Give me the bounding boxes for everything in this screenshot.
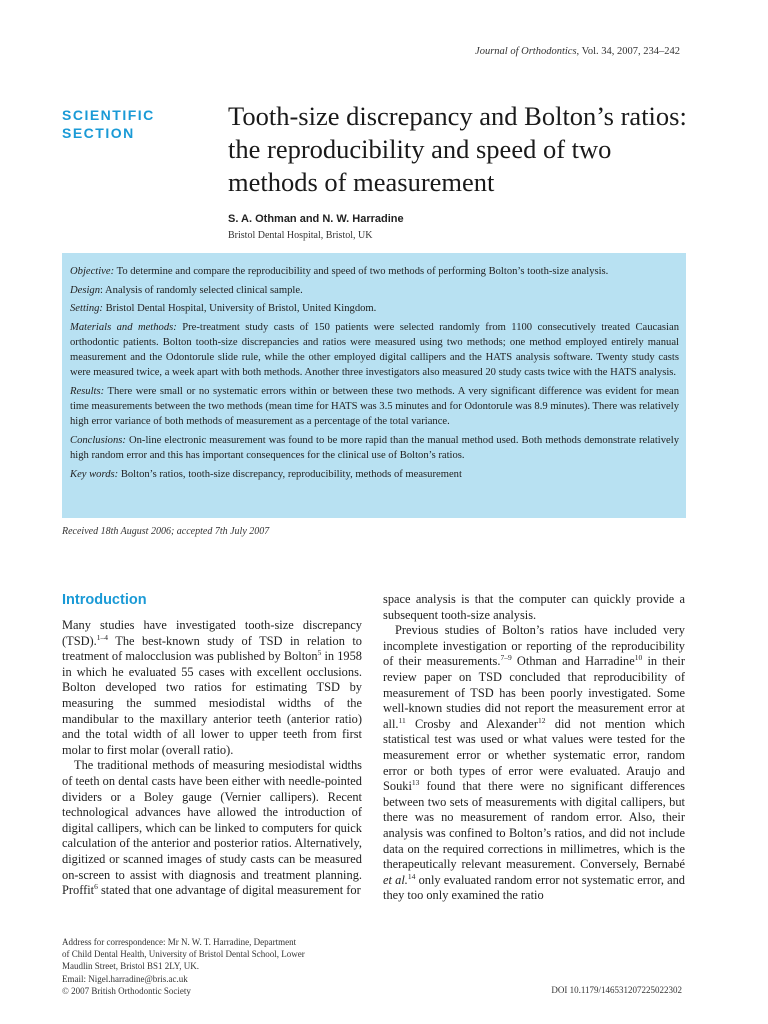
body-column-right	[383, 592, 685, 904]
paragraph	[383, 592, 685, 623]
authors: S. A. Othman and N. W. Harradine	[228, 213, 404, 225]
abstract-box	[62, 253, 686, 518]
journal-header	[475, 46, 680, 57]
text-run: Many studies have investigated tooth-size discrepancy (TSD).	[62, 618, 362, 648]
text-run: et al.	[383, 872, 408, 887]
abstract-conclusions	[70, 433, 679, 463]
abstract-setting	[70, 301, 679, 316]
footnote-email: Email: Nigel.harradine@bris.ac.uk	[62, 973, 188, 984]
text-run: The traditional methods of measuring mesiodistal widths of teeth on dental casts have been either with needle-pointed dividers or a Boley gauge (Vernier callipers). Recent technological advances have allowed the introduction of digital callipers, which can be linked to computers for quick calculation of the anterior and posterior ratios. Alternatively, digitized or scanned images of study casts can be measured on-screen to assist with diagnosis and treatment planning. Proffit	[62, 758, 362, 898]
abstract-text: To determine and compare the reproducibility and speed of two methods of performing Bolton’s tooth-size analysis.	[114, 266, 609, 277]
citation: 11	[398, 715, 406, 725]
text-run: in 1958 in which he evaluated 55 cases with excellent occlusions. Bolton developed two ratios for estimating TSD by measuring the summed mesiodistal widths of the mandibular to the maxillary anterior teeth (anterior ratio) and the total width of all lower to upper teeth from first molar to first molar (overall ratio).	[62, 649, 362, 757]
citation: 7–9	[500, 653, 512, 663]
text-run: Crosby and Alexander	[405, 716, 539, 731]
abstract-text: : Analysis of randomly selected clinical sample.	[100, 284, 303, 296]
abstract-results	[70, 384, 679, 430]
abstract-text: Bristol Dental Hospital, University of Bristol, United Kingdom.	[102, 303, 377, 315]
abstract-text: Bolton’s ratios, tooth-size discrepancy, reproducibility, methods of measurement	[118, 468, 462, 480]
text-run: space analysis is that the computer can quickly provide a subsequent tooth-size analysis.	[383, 592, 685, 622]
correspondence-footnote	[62, 936, 372, 997]
footnote-line: Address for correspondence: Mr N. W. T. Harradine, Department	[62, 937, 297, 947]
footnote-line: of Child Dental Health, University of Bristol Dental School, Lower	[62, 949, 305, 960]
abstract-label: Objective:	[70, 266, 115, 277]
abstract-label: Key words:	[70, 468, 119, 480]
citation: 10	[634, 653, 643, 663]
journal-name: Journal of Orthodontics	[475, 46, 577, 57]
abstract-design	[70, 283, 679, 298]
citation: 13	[411, 778, 420, 787]
abstract-label: Design	[70, 284, 101, 296]
paragraph	[62, 618, 362, 758]
affiliation: Bristol Dental Hospital, Bristol, UK	[228, 230, 373, 241]
citation: 14	[407, 871, 416, 881]
introduction-heading: Introduction	[62, 592, 147, 608]
citation: 12	[538, 715, 546, 725]
body-column-left	[62, 618, 362, 899]
abstract-content	[70, 264, 679, 485]
text-run: in their review paper on TSD concluded that reproducibility of measurement of TSD has been poorly investigated. Some well-known studies did not report the measurement error at all.	[383, 654, 686, 731]
paragraph	[383, 623, 685, 904]
citation: 6	[94, 881, 98, 891]
text-run: stated that one advantage of digital measurement for	[97, 883, 361, 898]
abstract-label: Setting:	[70, 303, 103, 315]
text-run: The best-known study of TSD in relation to treatment of malocclusion was published by Bolton	[62, 633, 362, 664]
abstract-label: Materials and methods:	[70, 321, 177, 333]
article-title: Tooth-size discrepancy and Bolton’s ratios: the reproducibility and speed of two methods of measurement	[228, 101, 687, 197]
copyright: © 2007 British Orthodontic Society	[62, 985, 191, 996]
paragraph	[62, 758, 362, 898]
text-run: found that there were no significant differences between two sets of measurements with digital callipers, but there was no measurement of random error. Also, their analysis was confined to Bolton’s ratios, and did not include data on the required corrections in millimetres, which is the therapeutically relevant measurement. Conversely, Bernabé	[383, 779, 685, 872]
abstract-text: Pre-treatment study casts of 150 patients were selected randomly from 1100 consecutively treated Caucasian orthodontic patients. Bolton tooth-size discrepancies and ratios were measured using two methods; one method employed entirely manual measurement and the Odontorule slide rule, while the other employed digital callipers and the HATS analysis software. Twenty study casts were measured twice, a week apart with both methods. Another three investigators also measured 20 study casts twice with the HATS analysis.	[70, 321, 679, 379]
abstract-keywords	[70, 467, 679, 482]
abstract-text: On-line electronic measurement was found to be more rapid than the manual method used. Both methods demonstrate relatively high random error and this has important consequences for the clinical use of Bolton’s ratios.	[70, 434, 679, 462]
section-label: SCIENTIFIC SECTION	[62, 107, 155, 141]
text-run: only evaluated random error not systematic error, and they too only examined the ratio	[383, 872, 686, 903]
footnote-line: Maudlin Street, Bristol BS1 2LY, UK.	[62, 961, 199, 972]
abstract-objective	[70, 264, 679, 279]
text-run: did not mention which statistical test was used or what values were tested for the measurement error or whether systematic error, random error or both types of error were evaluated. Araujo and Souki	[383, 716, 685, 794]
abstract-label: Conclusions:	[70, 434, 126, 446]
abstract-text: There were small or no systematic errors within or between these two methods. A very significant difference was evident for mean time measurements between the two methods (mean time for HATS was 3.5 minutes and for Odontorule was 8.9 minutes). There was relatively high error variance of both methods of measurement as a percentage of the total variance.	[70, 385, 679, 428]
received-dates: Received 18th August 2006; accepted 7th July 2007	[62, 526, 270, 537]
citation: 1–4	[96, 632, 109, 642]
citation: 5	[317, 648, 322, 658]
text-run: Othman and Harradine	[511, 654, 635, 669]
journal-volume: , Vol. 34, 2007, 234–242	[576, 46, 680, 57]
abstract-label: Results:	[70, 385, 105, 397]
doi: DOI 10.1179/146531207225022302	[551, 985, 682, 995]
text-run: Previous studies of Bolton’s ratios have included very incomplete investigation or reporting of the reproducibility of their measurements.	[383, 623, 685, 669]
abstract-materials	[70, 320, 679, 381]
